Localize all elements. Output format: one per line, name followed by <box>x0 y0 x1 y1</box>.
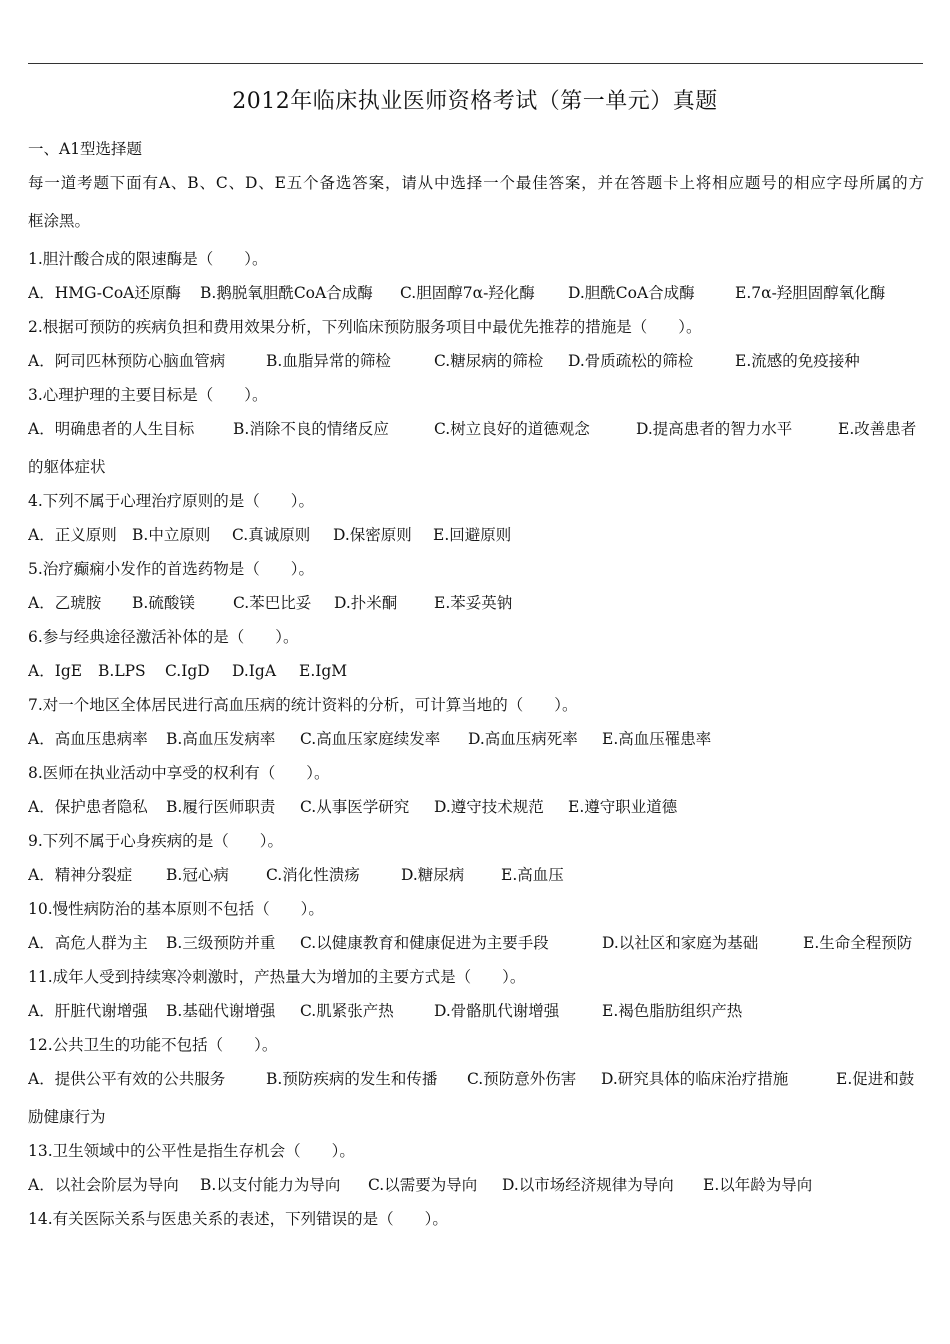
option-a: A．以社会阶层为导向 <box>28 1176 179 1194</box>
question-stem: 7.对一个地区全体居民进行高血压病的统计资料的分析，可计算当地的（ ）。 <box>28 696 578 714</box>
option-c: C.消化性溃疡 <box>266 866 360 884</box>
answer-options <box>28 348 924 382</box>
option-d: D.胆酰CoA合成酶 <box>568 284 695 302</box>
option-e: E.高血压 <box>501 866 564 884</box>
option-c: C.肌紧张产热 <box>300 1002 394 1020</box>
option-e: E.回避原则 <box>433 526 512 544</box>
option-e: E.7α-羟胆固醇氧化酶 <box>735 284 886 302</box>
option-b: B.履行医师职责 <box>166 798 276 816</box>
option-b: B.高血压发病率 <box>166 730 276 748</box>
option-a: A．精神分裂症 <box>28 866 133 884</box>
option-d: D.IgA <box>232 662 277 680</box>
option-e: E.高血压罹患率 <box>602 730 712 748</box>
question-stem: 6.参与经典途径激活补体的是（ ）。 <box>28 628 299 646</box>
option-d: D.提高患者的智力水平 <box>636 420 793 438</box>
question-stem: 11.成年人受到持续寒冷刺激时，产热量大为增加的主要方式是（ ）。 <box>28 968 526 986</box>
option-e: E.遵守职业道德 <box>568 798 678 816</box>
answer-options <box>28 998 924 1032</box>
option-c: C.以健康教育和健康促进为主要手段 <box>300 934 549 952</box>
option-d: D.遵守技术规范 <box>434 798 544 816</box>
option-c: C.高血压家庭续发率 <box>300 730 441 748</box>
answer-options <box>28 658 924 692</box>
option-b: B.冠心病 <box>166 866 229 884</box>
option-c: C.苯巴比妥 <box>233 594 312 612</box>
option-c: C.IgD <box>165 662 210 680</box>
page-title: 2012年临床执业医师资格考试（第一单元）真题 <box>232 89 718 114</box>
option-a: A．提供公平有效的公共服务 <box>28 1070 226 1088</box>
option-b: B.基础代谢增强 <box>166 1002 276 1020</box>
option-c: C.胆固醇7α-羟化酶 <box>400 284 535 302</box>
option-d: D.骨质疏松的筛检 <box>568 352 694 370</box>
option-e: E.苯妥英钠 <box>434 594 513 612</box>
option-a: A．正义原则 <box>28 526 117 544</box>
section-heading: 一、A1型选择题 <box>28 140 143 158</box>
answer-options <box>28 522 924 556</box>
option-b: B.消除不良的情绪反应 <box>233 420 389 438</box>
option-b: B.三级预防并重 <box>166 934 276 952</box>
question-stem: 8.医师在执业活动中享受的权利有（ ）。 <box>28 764 330 782</box>
answer-options <box>28 726 924 760</box>
header-rule <box>28 63 923 64</box>
option-e: E.改善患者 <box>838 420 917 438</box>
option-b: B.中立原则 <box>132 526 211 544</box>
option-a: A．高血压患病率 <box>28 730 148 748</box>
option-e: E.生命全程预防 <box>803 934 913 952</box>
option-c: C.真诚原则 <box>232 526 311 544</box>
answer-options <box>28 1066 924 1104</box>
answer-options <box>28 280 924 314</box>
option-a: A．保护患者隐私 <box>28 798 148 816</box>
question-stem: 3.心理护理的主要目标是（ ）。 <box>28 386 268 404</box>
question-stem: 12.公共卫生的功能不包括（ ）。 <box>28 1036 278 1054</box>
answer-options <box>28 1172 924 1206</box>
question-stem: 9.下列不属于心身疾病的是（ ）。 <box>28 832 284 850</box>
option-c: C.从事医学研究 <box>300 798 410 816</box>
option-d: D.以市场经济规律为导向 <box>502 1176 674 1194</box>
option-continuation: 励健康行为 <box>28 1108 106 1126</box>
answer-options <box>28 416 924 454</box>
option-b: B.硫酸镁 <box>132 594 195 612</box>
option-c: C.以需要为导向 <box>368 1176 478 1194</box>
option-a: A．乙琥胺 <box>28 594 102 612</box>
question-stem: 5.治疗癫痫小发作的首选药物是（ ）。 <box>28 560 315 578</box>
option-c: C.预防意外伤害 <box>467 1070 577 1088</box>
option-a: A．肝脏代谢增强 <box>28 1002 148 1020</box>
option-e: E.以年龄为导向 <box>703 1176 813 1194</box>
option-a: A．HMG-CoA还原酶 <box>28 284 181 302</box>
option-e: E.促进和鼓 <box>836 1070 915 1088</box>
option-d: D.骨骼肌代谢增强 <box>434 1002 560 1020</box>
option-d: D.以社区和家庭为基础 <box>602 934 759 952</box>
question-stem: 14.有关医际关系与医患关系的表述，下列错误的是（ ）。 <box>28 1210 448 1228</box>
option-a: A．明确患者的人生目标 <box>28 420 195 438</box>
option-b: B.预防疾病的发生和传播 <box>266 1070 438 1088</box>
question-stem: 13.卫生领域中的公平性是指生存机会（ ）。 <box>28 1142 355 1160</box>
option-d: D.高血压病死率 <box>468 730 578 748</box>
question-stem: 10.慢性病防治的基本原则不包括（ ）。 <box>28 900 324 918</box>
question-stem: 2.根据可预防的疾病负担和费用效果分析，下列临床预防服务项目中最优先推荐的措施是（ ）。 <box>28 318 702 336</box>
answer-options <box>28 590 924 624</box>
option-e: E.褐色脂肪组织产热 <box>602 1002 743 1020</box>
option-a: A．高危人群为主 <box>28 934 148 952</box>
instruction-text: 每一道考题下面有A、B、C、D、E五个备选答案，请从中选择一个最佳答案，并在答题卡上将相应题号的相应字母所属的方 <box>28 174 924 192</box>
option-b: B.鹅脱氧胆酰CoA合成酶 <box>200 284 373 302</box>
option-d: D.研究具体的临床治疗措施 <box>601 1070 789 1088</box>
option-d: D.糖尿病 <box>401 866 465 884</box>
option-d: D.保密原则 <box>333 526 412 544</box>
option-continuation: 的躯体症状 <box>28 458 106 476</box>
option-d: D.扑米酮 <box>334 594 398 612</box>
option-a: A．IgE <box>28 662 83 680</box>
document-body <box>28 136 924 1240</box>
option-b: B.以支付能力为导向 <box>200 1176 341 1194</box>
instruction-text-continued: 框涂黑。 <box>28 212 91 230</box>
question-stem: 1.胆汁酸合成的限速酶是（ ）。 <box>28 250 268 268</box>
option-a: A．阿司匹林预防心脑血管病 <box>28 352 226 370</box>
question-stem: 4.下列不属于心理治疗原则的是（ ）。 <box>28 492 315 510</box>
answer-options <box>28 930 924 964</box>
option-e: E.流感的免疫接种 <box>735 352 860 370</box>
answer-options <box>28 794 924 828</box>
answer-options <box>28 862 924 896</box>
option-b: B.LPS <box>98 662 146 680</box>
option-b: B.血脂异常的筛检 <box>266 352 391 370</box>
option-e: E.IgM <box>299 662 348 680</box>
option-c: C.树立良好的道德观念 <box>434 420 590 438</box>
option-c: C.糖尿病的筛检 <box>434 352 544 370</box>
